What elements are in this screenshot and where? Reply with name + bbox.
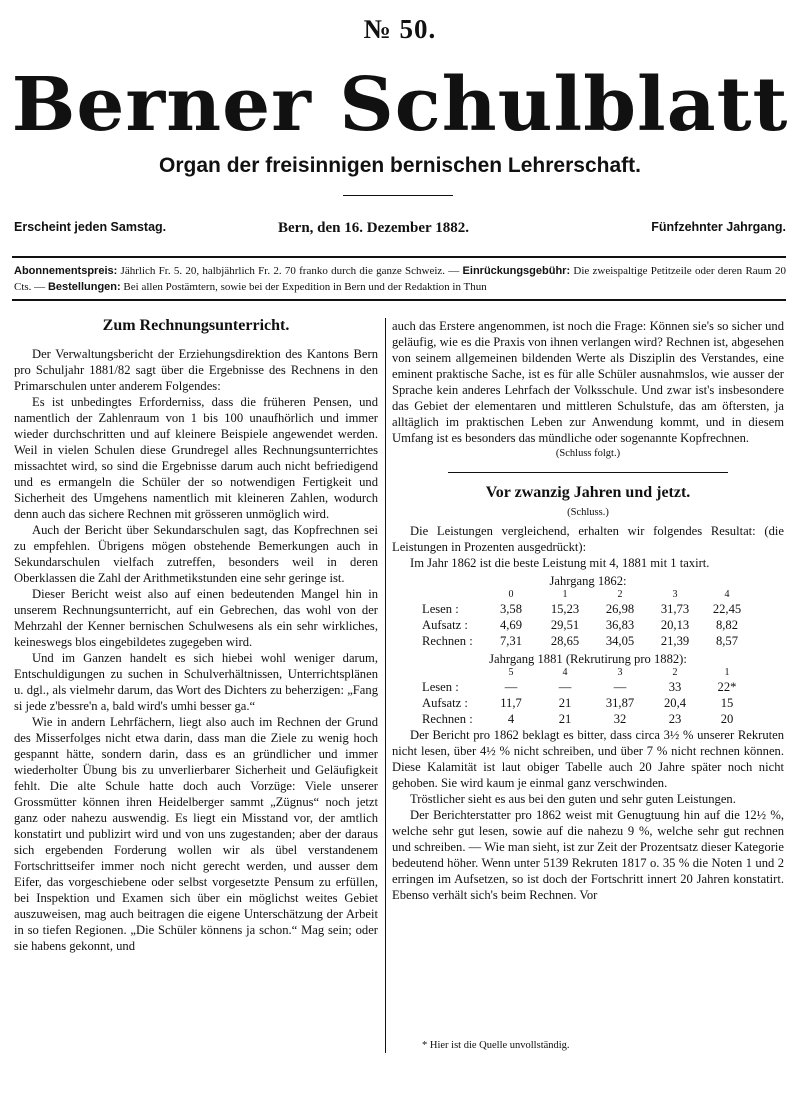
header-divider-top — [12, 256, 786, 258]
table-cell: 3,58 — [499, 602, 523, 616]
paragraph: Und im Ganzen handelt es sich hiebei wohl weniger darum, Entschuldigungen zu suchen in Schulverhältnissen, Unterrichtsplänen u. dgl., als vielmehr darum, das Wort des Dichters zu beherzigen: „Fang si jede z'bessre'n a, bald wird's umhi besser ga.“ — [14, 651, 378, 713]
column-header: 2 — [617, 589, 623, 600]
table-cell: — — [504, 680, 518, 694]
row-label: Aufsatz : — [422, 696, 468, 710]
table-cell: 21 — [558, 712, 572, 726]
column-header: 1 — [562, 589, 568, 600]
table-cell: 32 — [613, 712, 627, 726]
column-header: 3 — [617, 667, 623, 678]
table-cell: 23 — [668, 712, 682, 726]
publication-date: Bern, den 16. Dezember 1882. — [278, 220, 469, 236]
paragraph: Dieser Bericht weist also auf einen bedeutenden Mangel hin in unserem Rechnungsunterricht, auf ein Gebrechen, das wohl von der Mehrzahl der Kenner bernischen Schulwesens als ein sehr wirkliches, keineswegs blos eingebildetes zugegeben wird. — [14, 587, 378, 649]
issue-meta — [14, 220, 786, 242]
paragraph: Im Jahr 1862 ist die beste Leistung mit 4, 1881 mit 1 taxirt. — [410, 556, 710, 570]
table-header-row — [422, 589, 752, 601]
row-label: Lesen : — [422, 680, 459, 694]
table-cell: 36,83 — [605, 618, 635, 632]
table-cell: 20,13 — [660, 618, 690, 632]
table-cell: — — [558, 680, 572, 694]
paragraph: Wie in andern Lehrfächern, liegt also auch im Rechnen der Grund des Misserfolges nicht etwa darin, dass man die Ziele zu wenig hoch gespannt hätte, sondern darin, dass es an gründlicher und immer wiederholter Übung bis zu unverlierbarer Sicherheit und Geläufigkeit fehlt. Die alte Schule hatte doch auch Vorzüge: Viele unserer Grossmütter können ihren Heidelberger sammt „Zügnus“ noch jetzt ganz oder nahezu auswendig. Es liegt ein Misstand vor, der amtlich konstatirt und publizirt wird und von uns zugestanden; aber der daraus sich ergebenden Forderung wollen wir als übel verstandenem Fortschrittseifer immer noch nicht gerecht werden, und ausser dem Eifer, das vorgeschiebene oder selbst vorgesetzte Pensum zu erfüllen, bei Inspektion und Examen sich über ein möglichst weites Gebiet auszuweisen, mag auch beitragen die eigene Unterschätzung der Arbeit in so tiefen Regionen. „Die Schüler könnens ja schon.“ Mag sein; oder sie habens gekonnt, und — [14, 715, 378, 953]
paragraph: Die Leistungen vergleichend, erhalten wir folgendes Resultat: (die Leistungen in Prozenten ausgedrückt): — [392, 524, 784, 554]
short-divider — [343, 195, 453, 196]
table-row — [422, 695, 752, 711]
row-label: Lesen : — [422, 602, 459, 616]
publication-frequency: Erscheint jeden Samstag. — [14, 220, 167, 234]
table-cell: 11,7 — [500, 696, 522, 710]
table-cell: 29,51 — [550, 618, 580, 632]
table-cell: — — [613, 680, 627, 694]
table-cell: 21 — [558, 696, 572, 710]
volume: Fünfzehnter Jahrgang. — [651, 220, 786, 234]
table-cell: 4,69 — [499, 618, 523, 632]
row-label: Rechnen : — [422, 712, 473, 726]
column-header: 1 — [724, 667, 730, 678]
table-cell: 20,4 — [663, 696, 687, 710]
header-divider-bottom — [12, 299, 786, 301]
table-row — [422, 679, 752, 695]
table-cell: 31,87 — [605, 696, 635, 710]
row-label: Rechnen : — [422, 634, 473, 648]
right-column — [392, 318, 784, 903]
table-cell: 31,73 — [660, 602, 690, 616]
paragraph: auch das Erstere angenommen, ist noch die Frage: Können sie's so sicher und geläufig, wie es die Praxis von ihnen verlangen wird? Rechnen ist, abgesehen von seinem allgemeinen bildenden Werte als Disziplin des Verstandes, eine eminent praktische Sache, ist es für alle Schüler ausnahmslos, wie ausser der Sprache kein anderes Lehrfach der Volksschule. Und zwar ist's insbesondere das Gebiet der elementaren und mittleren Schulstufe, das am öftersten, ja alltäglich im praktischen Leben zur Anwendung kommt, und in diesem Umfang ist es besonders das mündliche oder sogenannte Kopfrechnen. — [392, 319, 784, 445]
subscription-text: Jährlich Fr. 5. 20, halbjährlich Fr. 2. 70 franko durch die ganze Schweiz. — — [117, 265, 463, 277]
table-row — [422, 633, 752, 649]
footnote: * Hier ist die Quelle unvollständig. — [422, 1040, 570, 1051]
paragraph: Der Verwaltungsbericht der Erziehungsdirektion des Kantons Bern pro Schuljahr 1881/82 sagt über die Ergebnisse des Rechnens in den Primarschulen unter anderem Folgendes: — [14, 347, 378, 393]
table-row — [422, 601, 752, 617]
table-cell: 22,45 — [712, 602, 742, 616]
orders-label: Bestellungen: — [47, 281, 121, 293]
insertion-fee-text: Die zweispaltige Petitzeile oder deren Raum 20 Cts. — — [14, 265, 786, 293]
table-cell: 28,65 — [550, 634, 580, 648]
column-header: 4 — [724, 589, 730, 600]
table-cell: 22* — [717, 680, 737, 694]
paragraph: Es ist unbedingtes Erforderniss, dass die früheren Pensen, und namentlich der Zahlenraum von 1 bis 100 unaufhörlich und immer wieder durchschritten und auf kleinere Beispiele angewendet werden. Weil in vielen Schulen diese Grundregel alles Rechnungsunterrichtes missachtet wird, so sind die Ergebnisse darum auch nicht befriedigend und es ermangeln die Schüler der so notwendigen Fertigkeit und Sicherheit des Umgehens namentlich mit kleineren Zahlen, wodurch denn auch das sichere Rechnen mit grösseren unmöglich wird. — [14, 395, 378, 521]
column-divider — [385, 318, 386, 1053]
article-divider — [448, 472, 728, 473]
results-table-1862 — [422, 589, 752, 649]
masthead-title: Berner Schulblatt — [11, 62, 789, 148]
column-header: 0 — [508, 589, 514, 600]
table-row — [422, 617, 752, 633]
table-title: Jahrgang 1862: — [549, 574, 627, 588]
column-header: 5 — [508, 667, 514, 678]
subscription-info — [14, 263, 786, 295]
orders-text: Bei allen Postämtern, sowie bei der Expedition in Bern und der Redaktion in Thun — [120, 281, 487, 293]
table-row — [422, 711, 752, 727]
masthead-subtitle: Organ der freisinnigen bernischen Lehrerschaft. — [159, 154, 641, 177]
table-cell: 21,39 — [660, 634, 690, 648]
table-cell: 20 — [720, 712, 734, 726]
table-cell: 26,98 — [605, 602, 635, 616]
left-column — [14, 318, 378, 954]
table-cell: 8,82 — [715, 618, 739, 632]
article-title: Vor zwanzig Jahren und jetzt. — [485, 484, 691, 501]
paragraph: Der Berichterstatter pro 1862 weist mit Genugtuung hin auf die 12½ %, welche sehr gut lesen, sowie auf die nahezu 9 %, welche sehr gut rechnen und schreiben. — Wie man sieht, ist zur Zeit der Prozentsatz dieser Kategorie bedeutend höher. Wenn unter 5139 Rekruten 1817 o. 35 % die Noten 1 und 2 erringen im Aufsetzen, so ist doch der Fortschritt innert 20 Jahren konstatirt. Ebenso verhält sich's beim Rechnen. Vor — [392, 808, 784, 902]
results-table-1881 — [422, 667, 752, 727]
subscription-label: Abonnementspreis: — [14, 265, 118, 277]
row-label: Aufsatz : — [422, 618, 468, 632]
paragraph: Auch der Bericht über Sekundarschulen sagt, das Kopfrechnen sei zu empfehlen. Übrigens mögen obstehende Bemerkungen auch in Sekundarschulen vielfach zutreffen, besonders weil in deren Oberklassen die Zahl der Arithmetikstunden eine sehr geringe ist. — [14, 523, 378, 585]
table-cell: 15 — [720, 696, 734, 710]
table-cell: 15,23 — [550, 602, 580, 616]
article-subtitle: (Schluss.) — [567, 507, 609, 518]
issue-number: № 50. — [363, 14, 437, 44]
paragraph: Tröstlicher sieht es aus bei den guten und sehr guten Leistungen. — [410, 792, 736, 806]
table-cell: 8,57 — [715, 634, 739, 648]
table-title: Jahrgang 1881 (Rekrutirung pro 1882): — [489, 652, 687, 666]
insertion-fee-label: Einrückungsgebühr: — [462, 265, 571, 277]
to-be-continued: (Schluss folgt.) — [555, 448, 621, 459]
table-cell: 34,05 — [605, 634, 635, 648]
column-header: 3 — [672, 589, 678, 600]
table-header-row — [422, 667, 752, 679]
column-header: 4 — [562, 667, 568, 678]
table-cell: 7,31 — [499, 634, 523, 648]
table-cell: 33 — [668, 680, 682, 694]
table-cell: 4 — [507, 712, 515, 726]
article-title: Zum Rechnungsunterricht. — [102, 317, 290, 334]
column-header: 2 — [672, 667, 678, 678]
paragraph: Der Bericht pro 1862 beklagt es bitter, dass circa 3½ % unserer Rekruten nicht lesen, über 4½ % nicht schreiben, und über 7 % nicht rechnen können. Diese Kalamität ist laut obiger Tabelle auch 20 Jahre später noch nicht gehoben. Sie wird kaum je einmal ganz verschwinden. — [392, 728, 784, 790]
